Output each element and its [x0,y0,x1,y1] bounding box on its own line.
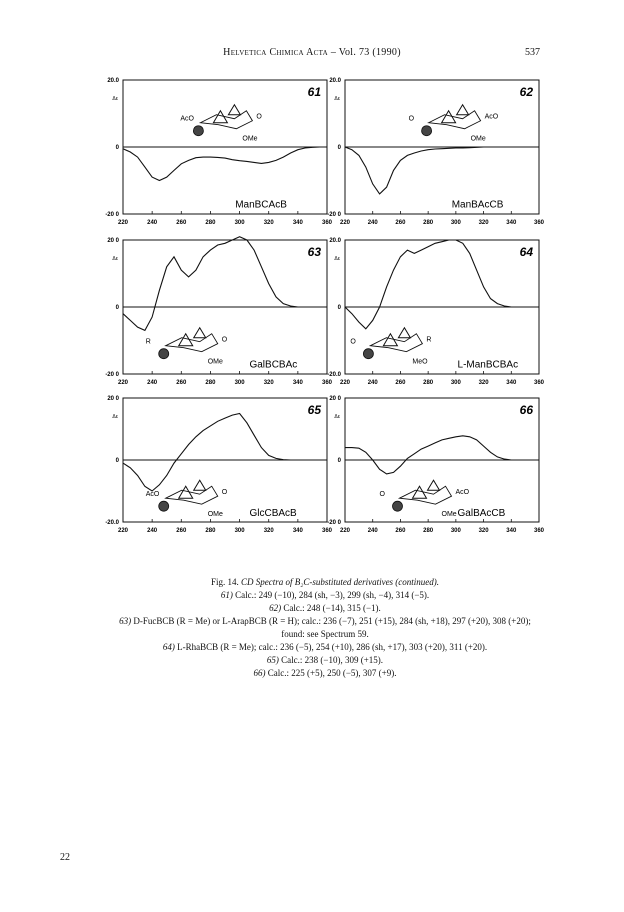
x-tick-label: 280 [423,380,434,386]
cd-curve [123,414,327,492]
cd-curve [345,436,539,474]
compound-number: 64 [519,245,533,259]
y-axis-label: Δε [334,256,340,262]
x-tick-label: 360 [321,380,333,386]
cd-curve [123,237,327,331]
y-tick-label: 20 0 [107,238,119,244]
cd-curve [123,147,327,181]
structure-diagram [409,105,499,143]
structure-label: O [256,113,262,121]
caption-line: 65) Calc.: 238 (−10), 309 (+15). [266,655,384,665]
triangle-substituent [428,480,440,490]
x-tick-label: 240 [367,528,378,534]
structure-label: OMe [207,511,223,519]
structure-label: AcO [180,115,195,123]
y-tick-label: 0 [337,458,341,464]
circle-substituent [159,501,169,511]
compound-number: 62 [519,85,533,99]
x-tick-label: 300 [234,220,245,226]
x-tick-label: 340 [292,220,303,226]
x-tick-label: 360 [533,380,545,386]
y-tick-label: -20 0 [327,212,341,218]
x-tick-label: 300 [450,220,461,226]
structure-label: AcO [145,491,160,499]
y-tick-label: -20.0 [327,372,341,378]
pyranose-ring [370,334,422,352]
caption-prefix: Fig. 14. [210,577,239,587]
x-tick-label: 260 [395,380,406,386]
x-tick-label: 320 [263,380,274,386]
compound-number: 66 [519,403,533,417]
x-tick-label: 360 [321,528,333,534]
caption-line: 61) Calc.: 249 (−10), 284 (sh, −3), 299 (sh, −4), 314 (−5). [220,590,430,600]
circle-substituent [422,126,432,136]
x-tick-label: 260 [176,380,187,386]
structure-diagram [180,105,262,143]
pyranose-ring [200,111,252,129]
circle-substituent [363,349,373,359]
triangle-substituent [398,328,410,338]
x-tick-label: 340 [506,380,517,386]
x-tick-label: 320 [478,528,489,534]
journal-name: Helvetica Chimica Acta [223,47,329,58]
x-tick-label: 220 [117,380,129,386]
x-tick-label: 320 [478,380,489,386]
x-tick-label: 360 [533,528,545,534]
x-tick-label: 260 [176,528,187,534]
structure-diagram [146,328,228,366]
triangle-substituent [194,480,206,490]
caption-line: 63) D-FucBCB (R = Me) or L-AraρBCB (R = H); calc.: 236 (−7), 251 (+15), 284 (sh, +18), 297 (+20), 308 (+20); [119,616,531,626]
structure-label: AcO [455,489,470,497]
y-axis-label: Δε [334,96,340,102]
structure-label: O [221,336,228,344]
x-tick-label: 240 [367,380,378,386]
y-tick-label: 0 [337,145,341,151]
x-tick-label: 340 [292,528,303,534]
caption-line: 64) L-RhaBCB (R = Me); calc.: 236 (−5), 254 (+10), 286 (sh, +17), 303 (+20), 311 (+20). [162,642,488,652]
x-tick-label: 300 [234,528,245,534]
x-tick-label: 260 [395,528,406,534]
circle-substituent [159,349,169,359]
cd-spectrum-66 [327,396,544,534]
structure-label: AcO [484,113,499,121]
caption-line: 66) Calc.: 225 (+5), 250 (−5), 307 (+9). [253,668,397,678]
x-tick-label: 220 [339,528,351,534]
pyranose-ring [166,486,218,504]
x-tick-label: 280 [205,380,216,386]
y-tick-label: 20 0 [107,396,119,402]
compound-code: GlcCBAcB [249,507,297,519]
x-tick-label: 300 [450,380,461,386]
compound-number: 63 [307,245,321,259]
cd-spectrum-63 [105,237,332,386]
running-header: Helvetica Chimica Acta – Vol. 73 (1990) [223,47,401,58]
y-axis-label: Δε [112,96,118,102]
triangle-substituent [228,105,240,115]
cd-spectrum-62 [327,78,544,226]
y-axis-label: Δε [112,414,118,420]
x-tick-label: 300 [234,380,245,386]
structure-label: R [426,336,432,344]
x-tick-label: 280 [205,528,216,534]
structure-diagram [380,480,470,518]
structure-label: OMe [242,135,258,143]
structure-label: O [408,115,415,123]
x-tick-label: 320 [478,220,489,226]
pyranose-ring [429,111,481,129]
x-tick-label: 340 [506,528,517,534]
x-tick-label: 360 [321,220,333,226]
caption-title: CD Spectra of B₂C-substituted derivatives (continued). [240,577,440,587]
x-tick-label: 360 [533,220,545,226]
compound-number: 65 [307,403,321,417]
structure-label: O [221,489,228,497]
structure-label: O [379,491,385,499]
structure-label: OMe [441,511,457,519]
structure-label: MeO [412,358,428,366]
structure-label: OMe [207,358,223,366]
pyranose-ring [400,486,452,504]
x-tick-label: 260 [176,220,187,226]
compound-code: ManBCAcB [235,199,287,211]
structure-label: O [350,338,356,346]
x-tick-label: 220 [339,220,351,226]
x-tick-label: 280 [423,220,434,226]
journal-volume: Vol. 73 (1990) [338,47,401,58]
y-axis-label: Δε [334,414,340,420]
x-tick-label: 320 [263,528,274,534]
cd-spectrum-65 [105,396,332,534]
figure-caption [40,576,610,680]
compound-code: ManBAcCB [451,199,504,211]
circle-substituent [393,501,403,511]
cd-curve [345,147,539,194]
x-tick-label: 220 [117,220,129,226]
x-tick-label: 220 [339,380,351,386]
x-tick-label: 220 [117,528,129,534]
compound-code: GalBAcCB [457,507,506,519]
y-tick-label: -20 0 [105,212,119,218]
caption-line: 62) Calc.: 248 (−14), 315 (−1). [269,603,381,613]
y-tick-label: 0 [115,458,119,464]
cd-curve [345,240,539,329]
pyranose-ring [166,334,218,352]
y-tick-label: -20.0 [105,520,119,526]
x-tick-label: 240 [367,220,378,226]
y-tick-label: 20.0 [329,78,341,84]
triangle-substituent [457,105,469,115]
structure-label: OMe [470,135,486,143]
y-tick-label: 0 [337,305,341,311]
y-tick-label: -20 0 [327,520,341,526]
x-tick-label: 300 [450,528,461,534]
y-tick-label: 20 0 [329,396,341,402]
y-tick-label: 20.0 [329,238,341,244]
triangle-substituent [194,328,206,338]
x-tick-label: 280 [205,220,216,226]
compound-code: GalBCBAc [249,359,298,371]
x-tick-label: 260 [395,220,406,226]
y-tick-label: 0 [115,305,119,311]
y-tick-label: -20 0 [105,372,119,378]
x-tick-label: 240 [147,380,158,386]
x-tick-label: 320 [263,220,274,226]
compound-code: L-ManBCBAc [457,359,519,371]
circle-substituent [193,126,203,136]
cd-spectrum-61 [105,78,332,226]
x-tick-label: 280 [423,528,434,534]
page-number: 537 [525,47,540,58]
y-tick-label: 20.0 [107,78,119,84]
x-tick-label: 340 [506,220,517,226]
y-tick-label: 0 [115,145,119,151]
x-tick-label: 240 [147,220,158,226]
x-tick-label: 340 [292,380,303,386]
structure-diagram [350,328,431,366]
x-tick-label: 240 [147,528,158,534]
folio: 22 [60,852,70,863]
compound-number: 61 [307,85,321,99]
y-axis-label: Δε [112,256,118,262]
caption-line: found: see Spectrum 59. [281,629,369,639]
structure-label: R [145,338,151,346]
cd-spectrum-64 [327,238,544,386]
